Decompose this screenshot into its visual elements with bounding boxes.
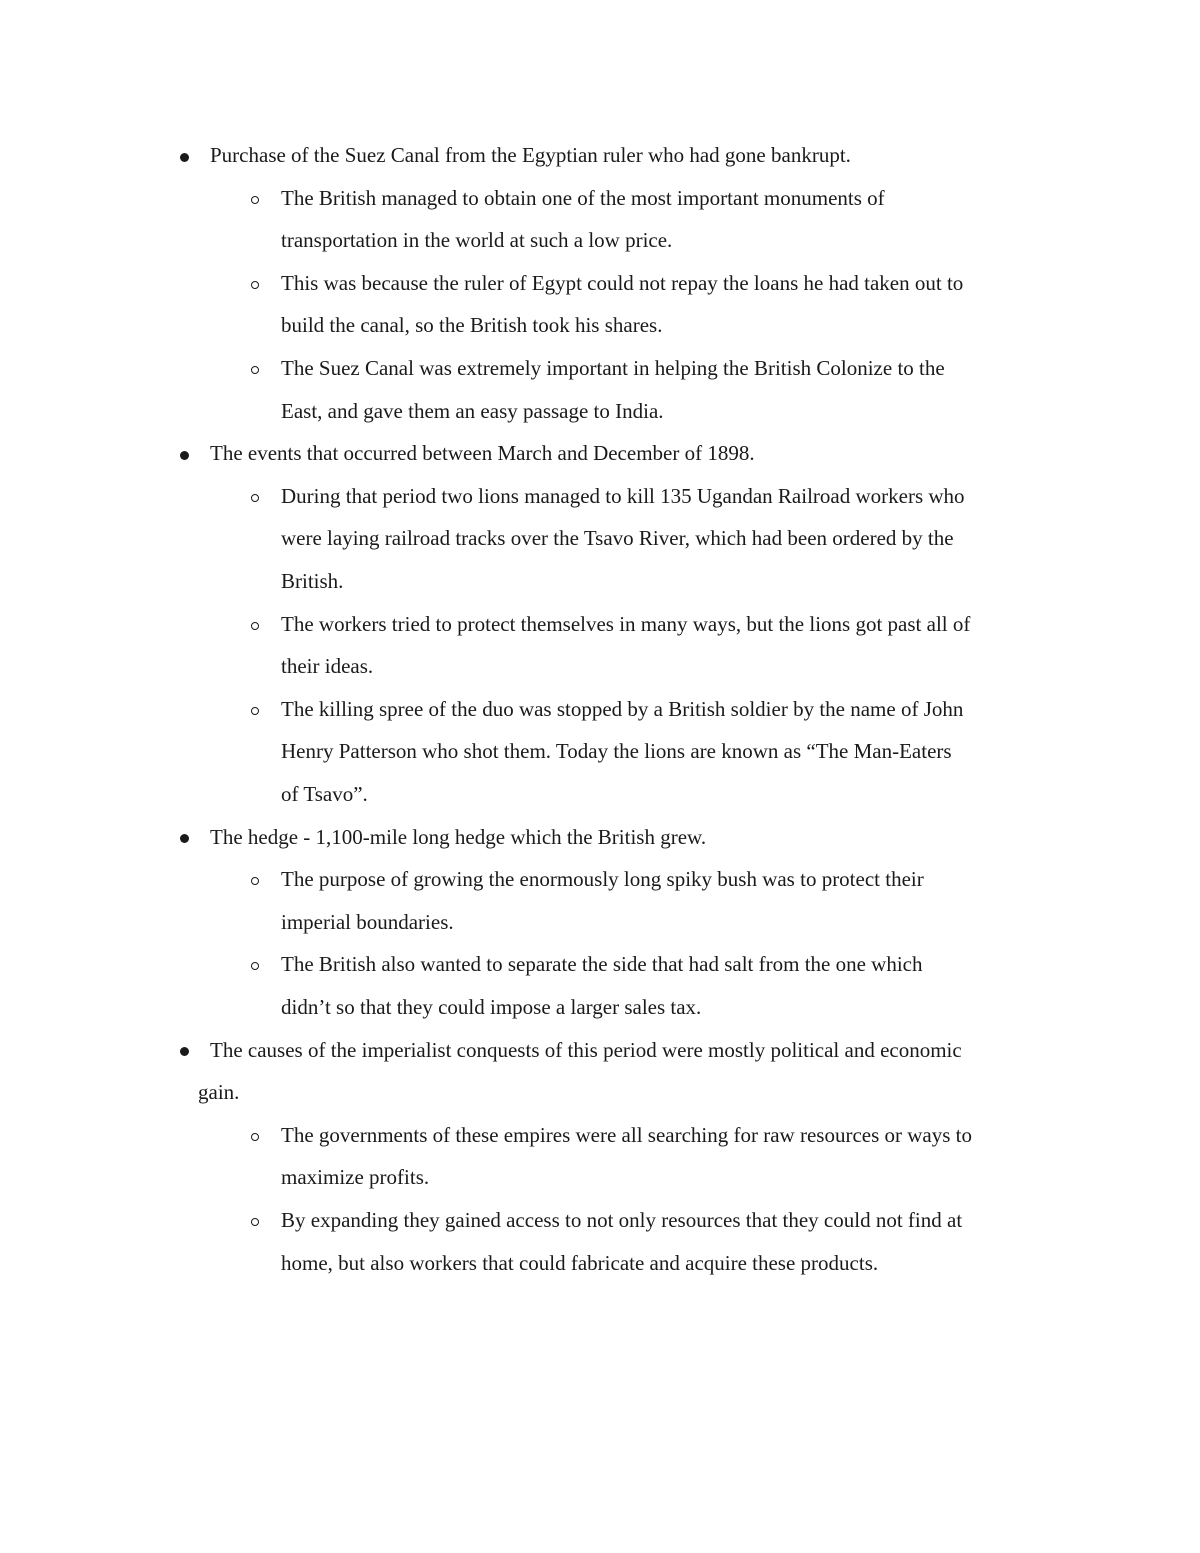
text-line: of Tsavo”. (281, 782, 368, 806)
bullet-circle-icon (251, 1218, 259, 1226)
text-line: transportation in the world at such a low price. (281, 228, 673, 253)
text-line: Henry Patterson who shot them. Today the lions are known as “The Man-Eaters (281, 739, 952, 764)
bullet-circle-icon (251, 962, 259, 970)
text-line: The governments of these empires were all searching for raw resources or ways to (281, 1122, 972, 1147)
text-line: The events that occurred between March and December of 1898. (210, 441, 755, 466)
text-line: The workers tried to protect themselves in many ways, but the lions got past all of (281, 611, 971, 636)
bullet-dot-icon (180, 153, 189, 162)
text-line: build the canal, so the British took his shares. (281, 313, 663, 338)
bullet-dot-icon (180, 834, 189, 843)
text-line: The British managed to obtain one of the most important monuments of (281, 185, 885, 210)
text-line: Purchase of the Suez Canal from the Egyptian ruler who had gone bankrupt. (210, 143, 851, 167)
text-line: The Suez Canal was extremely important in helping the British Colonize to the (281, 356, 945, 380)
text-line: The purpose of growing the enormously long spiky bush was to protect their (281, 867, 924, 892)
bullet-circle-icon (251, 281, 259, 289)
bullet-dot-icon (180, 451, 189, 460)
text-line: didn’t so that they could impose a larger sales tax. (281, 995, 702, 1019)
text-line: The British also wanted to separate the side that had salt from the one which (281, 952, 923, 977)
text-line: The hedge - 1,100-mile long hedge which the British grew. (210, 824, 707, 849)
bullet-circle-icon (251, 494, 259, 502)
bullet-circle-icon (251, 622, 259, 630)
bullet-dot-icon (180, 1047, 189, 1056)
text-line: maximize profits. (281, 1165, 430, 1190)
text-line: their ideas. (281, 654, 374, 679)
text-line: gain. (198, 1080, 240, 1105)
bullet-circle-icon (251, 877, 259, 885)
text-line: By expanding they gained access to not only resources that they could not find at (281, 1208, 963, 1232)
text-line: The causes of the imperialist conquests of this period were mostly political and economic (210, 1037, 962, 1062)
text-line: imperial boundaries. (281, 909, 454, 934)
text-line: were laying railroad tracks over the Tsavo River, which had been ordered by the (281, 526, 954, 551)
text-line: The killing spree of the duo was stopped by a British soldier by the name of John (281, 696, 964, 721)
bullet-circle-icon (251, 366, 259, 374)
bullet-circle-icon (251, 1133, 259, 1141)
bullet-circle-icon (251, 196, 259, 204)
text-line: home, but also workers that could fabricate and acquire these products. (281, 1250, 879, 1275)
text-line: This was because the ruler of Egypt could not repay the loans he had taken out to (281, 270, 964, 295)
text-line: British. (281, 569, 344, 593)
bullet-circle-icon (251, 707, 259, 715)
text-line: East, and gave them an easy passage to India. (281, 398, 664, 423)
text-line: During that period two lions managed to kill 135 Ugandan Railroad workers who (281, 483, 965, 508)
